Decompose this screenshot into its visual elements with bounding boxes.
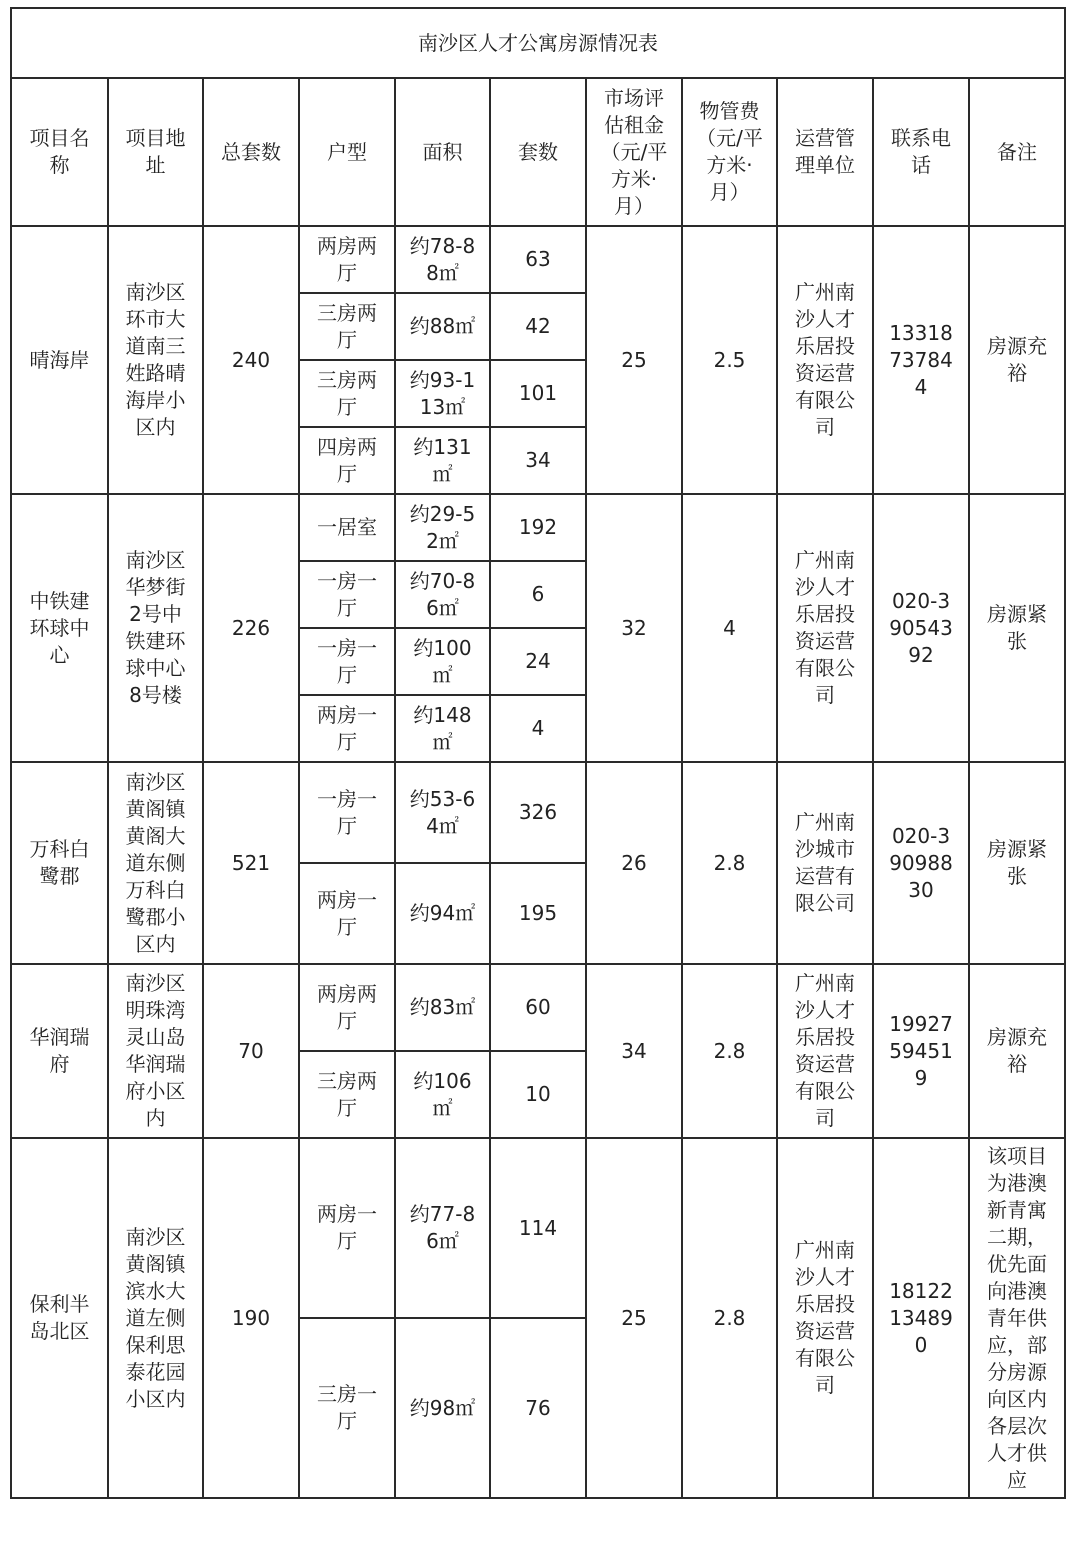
project-note: 该项目为港澳新青寓二期，优先面向港澳青年供应，部分房源向区内各层次人才供应 — [969, 1138, 1065, 1498]
project-address: 南沙区黄阁镇滨水大道左侧保利思泰花园小区内 — [108, 1138, 203, 1498]
project-note: 房源紧张 — [969, 494, 1065, 762]
project-rent: 34 — [586, 964, 682, 1138]
project-fee: 2.8 — [682, 762, 777, 964]
unit-layout: 一房一厅 — [299, 762, 395, 863]
project-operator: 广州南沙人才乐居投资运营有限公司 — [777, 226, 873, 494]
table-row — [11, 762, 1065, 863]
unit-area: 约88㎡ — [395, 293, 490, 360]
unit-count: 326 — [490, 762, 586, 863]
unit-count: 114 — [490, 1138, 586, 1318]
unit-layout: 两房一厅 — [299, 695, 395, 762]
table-row — [11, 964, 1065, 1051]
unit-area: 约78-88㎡ — [395, 226, 490, 293]
project-address: 南沙区明珠湾灵山岛华润瑞府小区内 — [108, 964, 203, 1138]
project-total: 70 — [203, 964, 299, 1138]
project-fee: 4 — [682, 494, 777, 762]
project-fee: 2.8 — [682, 964, 777, 1138]
project-total: 240 — [203, 226, 299, 494]
project-phone: 19927594519 — [873, 964, 969, 1138]
unit-area: 约29-52㎡ — [395, 494, 490, 561]
table-container — [10, 7, 1064, 1499]
unit-count: 34 — [490, 427, 586, 494]
unit-area: 约148㎡ — [395, 695, 490, 762]
project-phone: 020-39054392 — [873, 494, 969, 762]
project-name: 中铁建环球中心 — [11, 494, 108, 762]
unit-count: 42 — [490, 293, 586, 360]
project-phone: 13318737844 — [873, 226, 969, 494]
header-fee: 物管费（元/平方米·月） — [682, 78, 777, 226]
unit-area: 约100㎡ — [395, 628, 490, 695]
project-name: 万科白鹭郡 — [11, 762, 108, 964]
unit-layout: 两房两厅 — [299, 964, 395, 1051]
unit-count: 101 — [490, 360, 586, 427]
unit-count: 6 — [490, 561, 586, 628]
project-rent: 26 — [586, 762, 682, 964]
unit-area: 约98㎡ — [395, 1318, 490, 1498]
unit-layout: 三房一厅 — [299, 1318, 395, 1498]
header-operator: 运营管理单位 — [777, 78, 873, 226]
unit-area: 约93-113㎡ — [395, 360, 490, 427]
header-total: 总套数 — [203, 78, 299, 226]
unit-layout: 两房两厅 — [299, 226, 395, 293]
unit-count: 24 — [490, 628, 586, 695]
project-total: 521 — [203, 762, 299, 964]
project-rent: 25 — [586, 1138, 682, 1498]
table-title: 南沙区人才公寓房源情况表 — [11, 8, 1065, 78]
unit-count: 60 — [490, 964, 586, 1051]
project-operator: 广州南沙人才乐居投资运营有限公司 — [777, 964, 873, 1138]
unit-layout: 一房一厅 — [299, 628, 395, 695]
table-row — [11, 226, 1065, 293]
unit-count: 192 — [490, 494, 586, 561]
project-fee: 2.5 — [682, 226, 777, 494]
project-note: 房源充裕 — [969, 964, 1065, 1138]
header-count: 套数 — [490, 78, 586, 226]
housing-table — [10, 7, 1066, 1499]
project-name: 华润瑞府 — [11, 964, 108, 1138]
unit-count: 10 — [490, 1051, 586, 1138]
project-phone: 18122134890 — [873, 1138, 969, 1498]
unit-area: 约83㎡ — [395, 964, 490, 1051]
unit-area: 约77-86㎡ — [395, 1138, 490, 1318]
header-rent: 市场评估租金（元/平方米·月） — [586, 78, 682, 226]
unit-area: 约106㎡ — [395, 1051, 490, 1138]
unit-layout: 一居室 — [299, 494, 395, 561]
unit-count: 76 — [490, 1318, 586, 1498]
project-address: 南沙区华梦街2号中铁建环球中心8号楼 — [108, 494, 203, 762]
project-address: 南沙区黄阁镇黄阁大道东侧万科白鹭郡小区内 — [108, 762, 203, 964]
unit-layout: 三房两厅 — [299, 1051, 395, 1138]
project-total: 226 — [203, 494, 299, 762]
project-name: 保利半岛北区 — [11, 1138, 108, 1498]
project-fee: 2.8 — [682, 1138, 777, 1498]
project-operator: 广州南沙城市运营有限公司 — [777, 762, 873, 964]
unit-count: 4 — [490, 695, 586, 762]
table-row — [11, 494, 1065, 561]
header-area: 面积 — [395, 78, 490, 226]
project-operator: 广州南沙人才乐居投资运营有限公司 — [777, 1138, 873, 1498]
header-name: 项目名称 — [11, 78, 108, 226]
header-note: 备注 — [969, 78, 1065, 226]
unit-count: 195 — [490, 863, 586, 964]
project-address: 南沙区环市大道南三姓路晴海岸小区内 — [108, 226, 203, 494]
unit-area: 约53-64㎡ — [395, 762, 490, 863]
unit-layout: 三房两厅 — [299, 293, 395, 360]
unit-area: 约131㎡ — [395, 427, 490, 494]
project-note: 房源紧张 — [969, 762, 1065, 964]
table-row — [11, 1138, 1065, 1318]
project-name: 晴海岸 — [11, 226, 108, 494]
unit-layout: 三房两厅 — [299, 360, 395, 427]
header-layout: 户型 — [299, 78, 395, 226]
unit-count: 63 — [490, 226, 586, 293]
unit-layout: 两房一厅 — [299, 1138, 395, 1318]
unit-layout: 四房两厅 — [299, 427, 395, 494]
unit-layout: 两房一厅 — [299, 863, 395, 964]
project-operator: 广州南沙人才乐居投资运营有限公司 — [777, 494, 873, 762]
unit-area: 约70-86㎡ — [395, 561, 490, 628]
unit-area: 约94㎡ — [395, 863, 490, 964]
project-total: 190 — [203, 1138, 299, 1498]
unit-layout: 一房一厅 — [299, 561, 395, 628]
header-phone: 联系电话 — [873, 78, 969, 226]
header-row — [11, 78, 1065, 226]
project-phone: 020-39098830 — [873, 762, 969, 964]
project-rent: 32 — [586, 494, 682, 762]
header-address: 项目地址 — [108, 78, 203, 226]
project-note: 房源充裕 — [969, 226, 1065, 494]
project-rent: 25 — [586, 226, 682, 494]
